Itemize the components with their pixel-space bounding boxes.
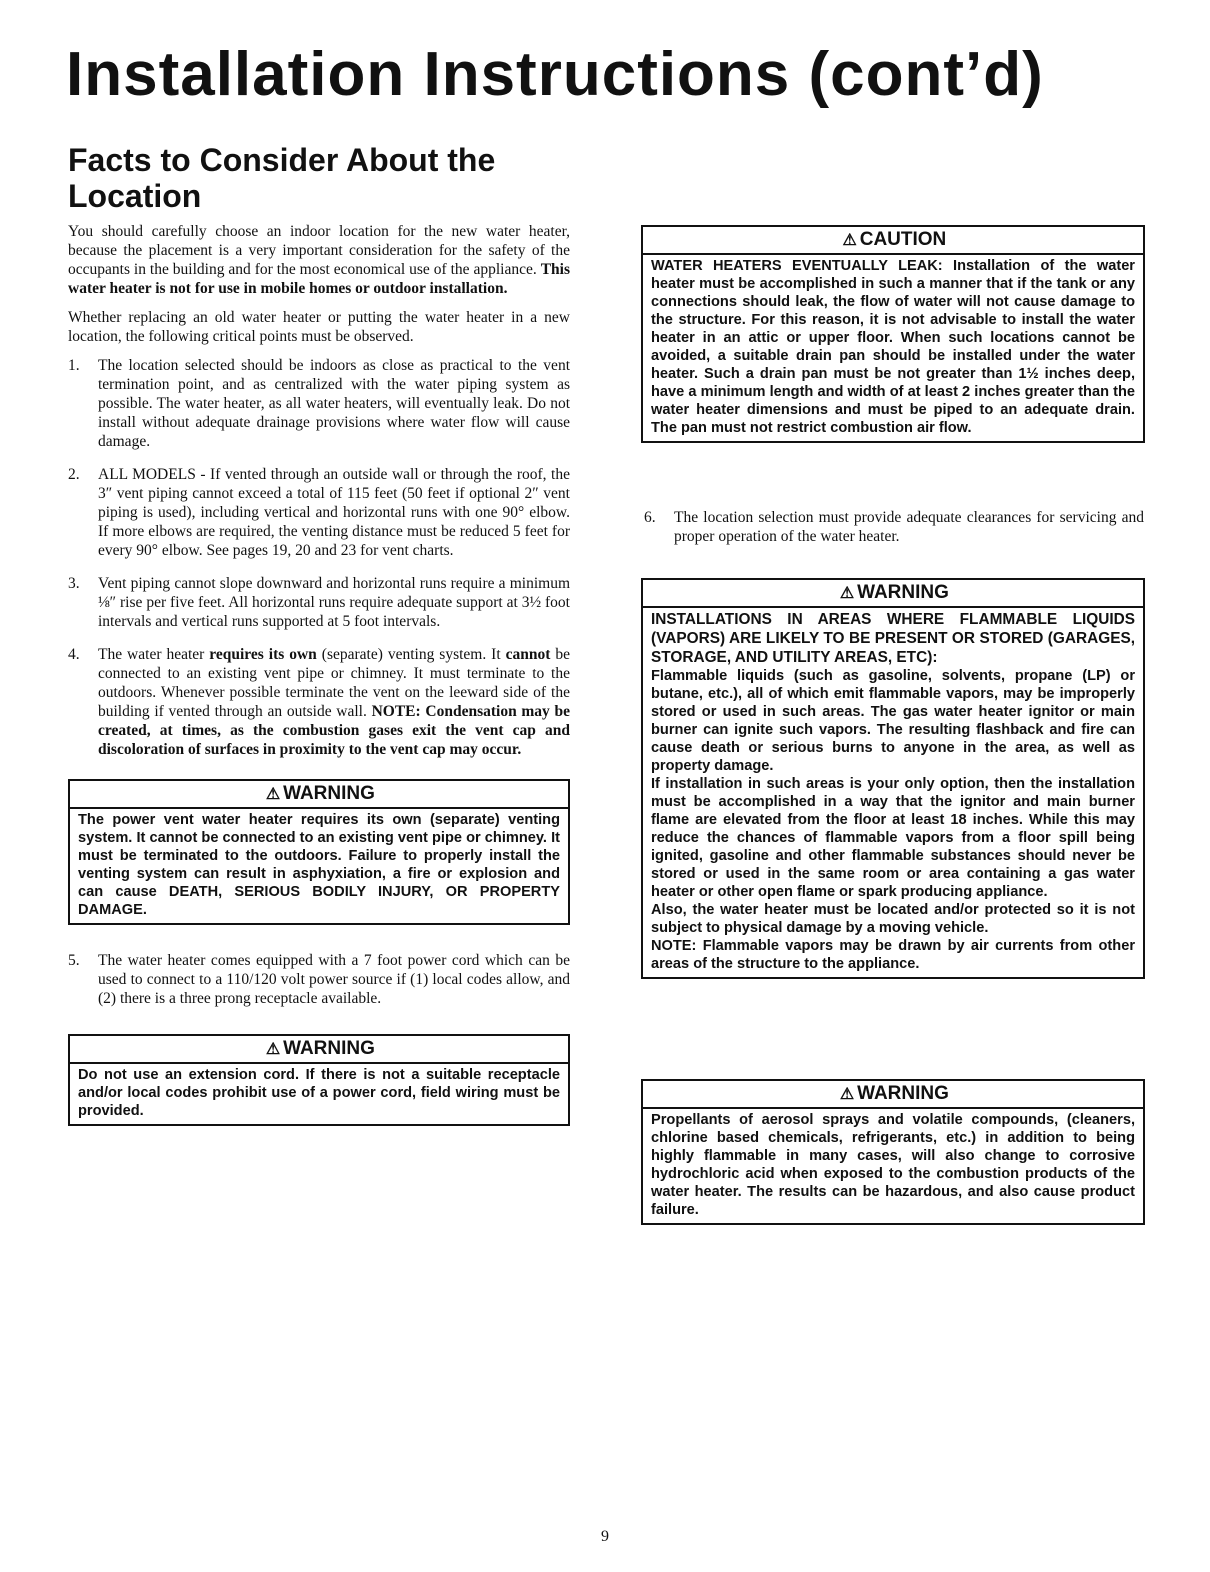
list-number: 1. bbox=[68, 357, 80, 374]
list-text: Vent piping cannot slope downward and horizontal runs require a minimum ⅛″ rise per five feet. All horizontal runs require adequate support at 3½ foot intervals and vertical runs supported at 5 foot intervals. bbox=[98, 575, 570, 630]
warning-heading: INSTALLATIONS IN AREAS WHERE FLAMMABLE LIQUIDS (VAPORS) ARE LIKELY TO BE PRESENT OR STORED (GARAGES, STORAGE, AND UTILITY AREAS, ETC): bbox=[651, 611, 1135, 666]
warning-label: WARNING bbox=[283, 783, 375, 804]
list-text bbox=[98, 645, 570, 759]
list-text: The water heater comes equipped with a 7 foot power cord which can be used to connect to a 110/120 volt power source if (1) local codes allow, and (2) there is a three prong receptacle available. bbox=[98, 952, 570, 1007]
list-number: 3. bbox=[68, 575, 80, 592]
left-column bbox=[68, 222, 570, 1126]
alert-triangle-icon: ⚠ bbox=[842, 232, 857, 249]
condensation-note: NOTE: Condensation may be created, at times, as the combustion gases exit the vent cap and discoloration of surfaces in proximity to the vent cap may occur. bbox=[98, 703, 571, 758]
list-item bbox=[68, 356, 570, 451]
warning-box-flammable bbox=[641, 578, 1145, 979]
warning-paragraph: If installation in such areas is your only option, then the installation must be accomplished in a way that the ignitor and main burner flame are elevated from the floor at least 18 inches. While this may reduce the chances of flammable vapors from a floor spill being ignited, gasoline and other flammable substances should never be stored or used in the same room or area containing a gas water heater or other open flame or spark producing appliance. bbox=[651, 776, 1135, 900]
warning-box-cord bbox=[68, 1034, 570, 1126]
page-title: Installation Instructions (cont’d) bbox=[66, 40, 1044, 109]
alert-triangle-icon: ⚠ bbox=[839, 1086, 855, 1103]
intro-bold-notice: This water heater is not for use in mobile homes or outdoor installation. bbox=[68, 261, 570, 297]
section-title: Facts to Consider About the Location bbox=[68, 142, 496, 214]
list-item-6-wrap bbox=[644, 508, 1144, 560]
warning-header bbox=[643, 580, 1143, 608]
warning-label: WARNING bbox=[283, 1038, 375, 1059]
list-item bbox=[644, 508, 1144, 546]
text-run-bold: requires its own bbox=[209, 646, 317, 663]
warning-body: Do not use an extension cord. If there is not a suitable receptacle and/or local codes prohibit use of a power cord, field wiring must be provided. bbox=[78, 1067, 560, 1119]
caution-box-leak bbox=[641, 225, 1145, 443]
intro-text: You should carefully choose an indoor location for the new water heater, because the placement is a very important consideration for the safety of the occupants in the building and for the most economical use of the appliance. bbox=[68, 223, 570, 278]
warning-label: WARNING bbox=[857, 1083, 949, 1104]
list-item bbox=[68, 465, 570, 560]
warning-box-aerosol bbox=[641, 1079, 1145, 1225]
text-run: be connected to an existing vent pipe or chimney. It must terminate to the outdoors. Whenever possible terminate the vent on the leeward side of the building if vented through an outside wall. bbox=[98, 646, 571, 720]
list-number: 2. bbox=[68, 466, 80, 483]
list-number: 6. bbox=[644, 509, 656, 526]
list-text: The location selection must provide adequate clearances for servicing and proper operation of the water heater. bbox=[674, 509, 1144, 545]
text-run-bold: cannot bbox=[505, 646, 551, 663]
alert-triangle-icon: ⚠ bbox=[265, 786, 281, 803]
intro-paragraph-2: Whether replacing an old water heater or putting the water heater in a new location, the following critical points must be observed. bbox=[68, 309, 570, 345]
warning-note: NOTE: Flammable vapors may be drawn by air currents from other areas of the structure to the appliance. bbox=[651, 938, 1135, 972]
list-number: 4. bbox=[68, 646, 80, 663]
warning-body: The power vent water heater requires its own (separate) venting system. It cannot be connected to an existing vent pipe or chimney. It must be terminated to the outdoors. Failure to properly install the venting system can result in asphyxiation, a fire or explosion and can cause DEATH, SERIOUS BODILY INJURY, OR PROPERTY DAMAGE. bbox=[78, 812, 560, 918]
alert-triangle-icon: ⚠ bbox=[265, 1041, 281, 1058]
page-number: 9 bbox=[601, 1528, 609, 1545]
list-item bbox=[68, 645, 570, 759]
warning-body: Propellants of aerosol sprays and volatile compounds, (cleaners, chlorine based chemicals, refrigerants, etc.) in addition to being highly flammable in many cases, will also change to corrosive hydrochloric acid when exposed to the combustion products of the water heater. The results can be hazardous, and also cause product failure. bbox=[651, 1112, 1135, 1218]
warning-body bbox=[643, 608, 1143, 977]
list-text: ALL MODELS - If vented through an outside wall or through the roof, the 3″ vent piping cannot exceed a total of 115 feet (50 feet if optional 2″ vent piping is used), including vertical and horizontal runs with one 90° elbow. If more elbows are required, the venting distance must be reduced 5 feet for every 90° elbow. See pages 19, 20 and 23 for vent charts. bbox=[98, 466, 570, 559]
list-item bbox=[68, 574, 570, 631]
text-run: The water heater bbox=[98, 646, 205, 663]
list-item bbox=[68, 951, 570, 1008]
list-text: The location selected should be indoors as close as practical to the vent termination point, and as centralized with the water piping system as possible. The water heater, as all water heaters, will eventually leak. Do not install without adequate drainage provisions where water flow will cause damage. bbox=[98, 357, 570, 450]
warning-header bbox=[70, 781, 568, 809]
caution-body: WATER HEATERS EVENTUALLY LEAK: Installation of the water heater must be accomplished in such a manner that if the tank or any connections should leak, the flow of water will not cause damage to the structure. For this reason, it is not advisable to install the water heater in an attic or upper floor. When such locations cannot be avoided, a suitable drain pan should be installed under the water heater. Such a drain pan must be not greater than 1½ inches deep, have a minimum length and width of at least 2 inches greater than the water heater dimensions and must be piped to an adequate drain. The pan must not restrict combustion air flow. bbox=[651, 258, 1135, 436]
warning-header bbox=[643, 1081, 1143, 1109]
caution-label: CAUTION bbox=[859, 229, 947, 250]
warning-header bbox=[70, 1036, 568, 1064]
warning-box-vent bbox=[68, 779, 570, 925]
warning-label: WARNING bbox=[857, 582, 949, 603]
warning-paragraph: Also, the water heater must be located and/or protected so it is not subject to physical damage by a moving vehicle. bbox=[651, 902, 1135, 936]
caution-header bbox=[643, 227, 1143, 255]
list-number: 5. bbox=[68, 952, 80, 969]
intro-paragraph bbox=[68, 222, 570, 298]
alert-triangle-icon: ⚠ bbox=[839, 585, 855, 602]
warning-paragraph: Flammable liquids (such as gasoline, solvents, propane (LP) or butane, etc.), all of which emit flammable vapors, may be improperly stored or used in such areas. The gas water heater ignitor or main burner can ignite such vapors. The resulting flashback and fire can cause death or serious burns to anyone in the area, as well as property damage. bbox=[651, 668, 1135, 774]
text-run: (separate) venting system. It bbox=[321, 646, 501, 663]
